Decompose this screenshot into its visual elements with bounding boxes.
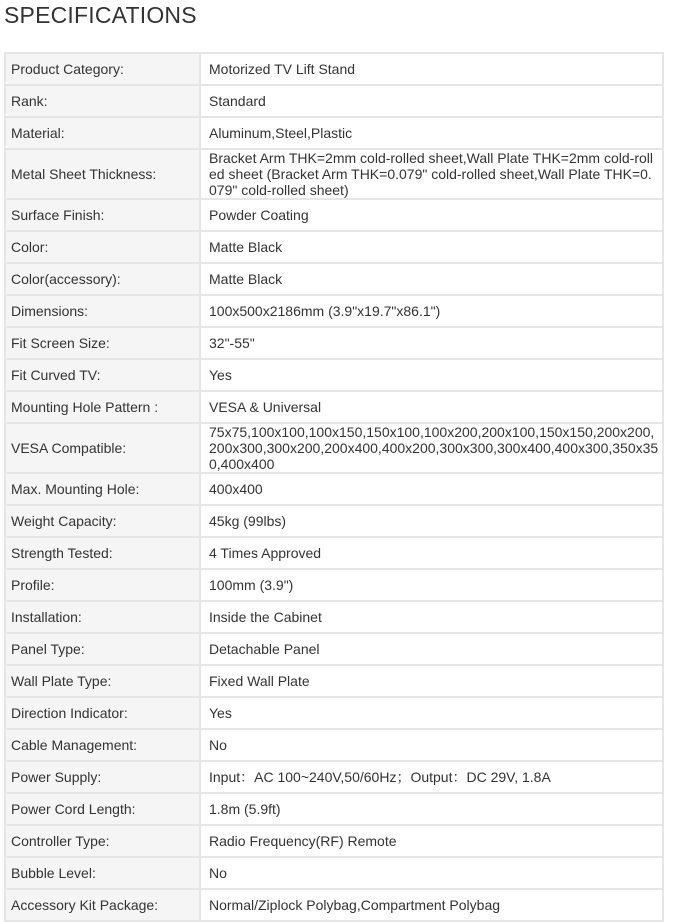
spec-value: 100x500x2186mm (3.9"x19.7"x86.1") (201, 296, 662, 326)
spec-label: Installation: (6, 602, 199, 632)
spec-row-power-supply (6, 762, 662, 792)
spec-value: 32"-55" (201, 328, 662, 358)
spec-row-material (6, 118, 662, 148)
spec-row-power-cord-length (6, 794, 662, 824)
spec-value: Yes (201, 698, 662, 728)
spec-label: Max. Mounting Hole: (6, 474, 199, 504)
spec-label: Product Category: (6, 54, 199, 84)
specifications-table (4, 52, 664, 922)
spec-label: Profile: (6, 570, 199, 600)
spec-value: Bracket Arm THK=2mm cold-rolled sheet,Wall Plate THK=2mm cold-rolled sheet (Bracket Arm THK=0.079" cold-rolled sheet,Wall Plate THK=0.079" cold-rolled sheet) (201, 150, 662, 198)
spec-label: Dimensions: (6, 296, 199, 326)
spec-value: Aluminum,Steel,Plastic (201, 118, 662, 148)
spec-label: Fit Curved TV: (6, 360, 199, 390)
spec-label: Color(accessory): (6, 264, 199, 294)
spec-value: Input：AC 100~240V,50/60Hz；Output：DC 29V, 1.8A (201, 762, 662, 792)
spec-row-color (6, 232, 662, 262)
spec-row-cable-management (6, 730, 662, 760)
spec-row-direction-indicator (6, 698, 662, 728)
spec-row-bubble-level (6, 858, 662, 888)
spec-row-rank (6, 86, 662, 116)
spec-value: 100mm (3.9") (201, 570, 662, 600)
spec-value: Matte Black (201, 232, 662, 262)
spec-row-metal-sheet-thickness (6, 150, 662, 198)
spec-row-profile (6, 570, 662, 600)
spec-label: Material: (6, 118, 199, 148)
spec-value: Yes (201, 360, 662, 390)
spec-row-accessory-kit-package (6, 890, 662, 920)
spec-value: 4 Times Approved (201, 538, 662, 568)
page-title: SPECIFICATIONS (4, 2, 197, 28)
spec-row-strength-tested (6, 538, 662, 568)
spec-label: Bubble Level: (6, 858, 199, 888)
spec-row-installation (6, 602, 662, 632)
spec-value: Detachable Panel (201, 634, 662, 664)
spec-value: VESA & Universal (201, 392, 662, 422)
spec-label: Panel Type: (6, 634, 199, 664)
spec-label: Power Supply: (6, 762, 199, 792)
spec-row-panel-type (6, 634, 662, 664)
spec-label: Wall Plate Type: (6, 666, 199, 696)
spec-value: 400x400 (201, 474, 662, 504)
spec-value: Powder Coating (201, 200, 662, 230)
spec-value: Radio Frequency(RF) Remote (201, 826, 662, 856)
spec-label: VESA Compatible: (6, 424, 199, 472)
spec-row-controller-type (6, 826, 662, 856)
spec-label: Metal Sheet Thickness: (6, 150, 199, 198)
spec-value: 75x75,100x100,100x150,150x100,100x200,200x100,150x150,200x200,200x300,300x200,200x400,400x200,300x300,300x400,400x300,350x350,400x400 (201, 424, 662, 472)
spec-row-product-category (6, 54, 662, 84)
spec-label: Weight Capacity: (6, 506, 199, 536)
spec-value: Inside the Cabinet (201, 602, 662, 632)
spec-row-dimensions (6, 296, 662, 326)
spec-label: Color: (6, 232, 199, 262)
spec-value: 1.8m (5.9ft) (201, 794, 662, 824)
spec-label: Strength Tested: (6, 538, 199, 568)
spec-row-surface-finish (6, 200, 662, 230)
spec-row-weight-capacity (6, 506, 662, 536)
spec-value: Standard (201, 86, 662, 116)
spec-label: Surface Finish: (6, 200, 199, 230)
spec-row-mounting-hole-pattern (6, 392, 662, 422)
spec-row-fit-screen-size (6, 328, 662, 358)
spec-value: Matte Black (201, 264, 662, 294)
spec-label: Power Cord Length: (6, 794, 199, 824)
spec-value: Motorized TV Lift Stand (201, 54, 662, 84)
spec-label: Mounting Hole Pattern : (6, 392, 199, 422)
spec-value: No (201, 730, 662, 760)
spec-label: Controller Type: (6, 826, 199, 856)
spec-value: Normal/Ziplock Polybag,Compartment Polybag (201, 890, 662, 920)
spec-value: 45kg (99lbs) (201, 506, 662, 536)
spec-label: Accessory Kit Package: (6, 890, 199, 920)
spec-label: Rank: (6, 86, 199, 116)
spec-row-wall-plate-type (6, 666, 662, 696)
spec-value: Fixed Wall Plate (201, 666, 662, 696)
spec-label: Direction Indicator: (6, 698, 199, 728)
spec-row-max-mounting-hole (6, 474, 662, 504)
spec-label: Fit Screen Size: (6, 328, 199, 358)
spec-row-fit-curved-tv (6, 360, 662, 390)
spec-row-color-accessory (6, 264, 662, 294)
spec-row-vesa-compatible (6, 424, 662, 472)
spec-label: Cable Management: (6, 730, 199, 760)
spec-value: No (201, 858, 662, 888)
